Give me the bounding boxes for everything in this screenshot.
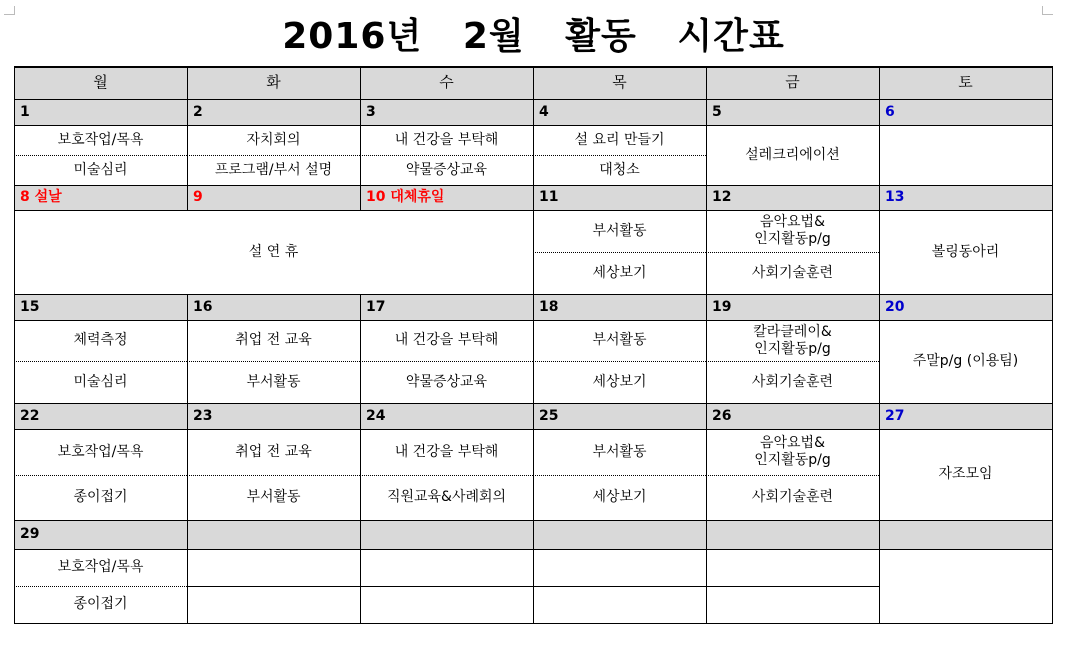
date-number: 24	[360, 403, 533, 429]
grid-line	[706, 185, 707, 210]
date-number: 17	[360, 294, 533, 320]
grid-line	[706, 586, 879, 587]
activity-cell: 자조모임	[938, 466, 993, 482]
dotted-separator	[360, 475, 533, 476]
date-number: 1	[14, 99, 187, 125]
dotted-separator	[706, 361, 879, 362]
activity-cell: 미술심리	[73, 373, 128, 390]
grid-line	[187, 403, 188, 429]
activity-cell: 체력측정	[73, 332, 128, 348]
date-number: 13	[879, 185, 1052, 210]
dotted-separator	[360, 155, 533, 156]
page-title: 2016년 2월 활동 시간표	[282, 16, 785, 57]
grid-line	[533, 294, 534, 320]
activity-cell: 약물증상교육	[405, 161, 488, 178]
activity-cell: 내 건강을 부탁해	[394, 332, 499, 348]
date-number: 22	[14, 403, 187, 429]
dotted-separator	[187, 361, 360, 362]
activity-cell: 직원교육&사례회의	[386, 489, 507, 505]
grid-line	[360, 403, 361, 429]
grid-line	[879, 403, 880, 429]
day-header: 월	[14, 66, 187, 99]
dotted-separator	[14, 155, 187, 156]
date-number: 12	[706, 185, 879, 210]
date-number	[879, 520, 1052, 549]
dotted-separator	[533, 475, 706, 476]
date-number: 4	[533, 99, 706, 125]
activity-cell: 보호작업/목욕	[57, 559, 144, 575]
activity-cell: 음악요법& 인지활동p/g	[754, 214, 831, 247]
date-number: 15	[14, 294, 187, 320]
activity-cell: 칼라클레이& 인지활동p/g	[753, 323, 832, 357]
date-number	[360, 520, 533, 549]
activity-cell: 주말p/g (이용팀)	[912, 353, 1019, 369]
activity-cell: 볼링동아리	[931, 243, 1000, 260]
activity-cell: 세상보기	[592, 489, 647, 505]
date-number	[187, 520, 360, 549]
page-corner-mark-left	[4, 6, 15, 15]
day-header: 목	[533, 66, 706, 99]
grid-line	[360, 520, 361, 549]
grid-line	[187, 520, 188, 549]
activity-cell: 세상보기	[592, 264, 647, 281]
date-number: 2	[187, 99, 360, 125]
date-number: 27	[879, 403, 1052, 429]
activity-cell: 음악요법& 인지활동p/g	[754, 435, 831, 468]
grid-line	[360, 294, 361, 320]
date-number: 3	[360, 99, 533, 125]
grid-line	[533, 403, 534, 429]
date-number: 19	[706, 294, 879, 320]
activity-cell: 설레크리에이션	[745, 146, 840, 163]
activity-cell: 보호작업/목욕	[57, 443, 144, 460]
date-number: 18	[533, 294, 706, 320]
activity-cell: 부서활동	[592, 222, 647, 239]
grid-line	[879, 429, 880, 520]
grid-line	[879, 294, 880, 320]
date-number: 11	[533, 185, 706, 210]
grid-line	[187, 185, 188, 210]
activity-cell: 취업 전 교육	[235, 332, 312, 348]
grid-line	[187, 66, 188, 99]
dotted-separator	[14, 586, 187, 587]
dotted-separator	[360, 361, 533, 362]
holiday-block: 설 연 휴	[248, 243, 299, 260]
activity-cell: 보호작업/목욕	[57, 131, 144, 148]
dotted-separator	[706, 252, 879, 253]
date-number: 16	[187, 294, 360, 320]
grid-line	[533, 66, 534, 99]
grid-line	[187, 294, 188, 320]
dotted-separator	[14, 475, 187, 476]
date-number: 29	[14, 520, 187, 549]
day-header: 화	[187, 66, 360, 99]
date-number: 10 대체휴일	[360, 185, 533, 210]
date-number	[706, 520, 879, 549]
activity-cell: 미술심리	[73, 161, 128, 178]
grid-line	[879, 520, 880, 549]
grid-line	[533, 185, 534, 210]
grid-line	[879, 320, 880, 403]
activity-cell: 설 요리 만들기	[574, 131, 665, 148]
grid-line	[360, 99, 361, 125]
date-number: 6	[879, 99, 1052, 125]
day-header: 금	[706, 66, 879, 99]
grid-line	[879, 210, 880, 294]
grid-line	[879, 99, 880, 125]
grid-line	[533, 520, 534, 549]
activity-cell: 사회기술훈련	[751, 264, 834, 281]
activity-cell: 사회기술훈련	[751, 489, 834, 505]
dotted-separator	[533, 252, 706, 253]
dotted-separator	[706, 475, 879, 476]
activity-cell: 종이접기	[73, 489, 128, 505]
table-border-bottom	[14, 623, 1053, 624]
date-number: 25	[533, 403, 706, 429]
activity-cell: 내 건강을 부탁해	[394, 131, 499, 148]
activity-cell: 약물증상교육	[405, 373, 488, 390]
grid-line	[706, 66, 707, 99]
dotted-separator	[187, 155, 360, 156]
grid-line	[706, 403, 707, 429]
page-corner-mark-right	[1042, 6, 1053, 15]
activity-cell: 사회기술훈련	[751, 373, 834, 390]
activity-cell: 부서활동	[592, 332, 647, 348]
date-number: 5	[706, 99, 879, 125]
date-number: 23	[187, 403, 360, 429]
date-number: 20	[879, 294, 1052, 320]
grid-line	[187, 586, 360, 587]
grid-line	[706, 99, 707, 125]
grid-line	[706, 125, 707, 185]
date-number: 26	[706, 403, 879, 429]
calendar-table	[14, 66, 1053, 623]
grid-line	[187, 99, 188, 125]
date-number: 9	[187, 185, 360, 210]
dotted-separator	[14, 361, 187, 362]
activity-cell: 부서활동	[592, 443, 647, 460]
dotted-separator	[533, 361, 706, 362]
dotted-separator	[187, 475, 360, 476]
activity-cell: 부서활동	[246, 489, 301, 505]
activity-cell: 종이접기	[73, 596, 128, 612]
activity-cell: 세상보기	[592, 373, 647, 390]
grid-line	[879, 66, 880, 99]
table-border-left	[14, 66, 15, 623]
grid-line	[879, 185, 880, 210]
grid-line	[879, 549, 880, 623]
activity-cell: 대청소	[599, 161, 640, 178]
grid-line	[533, 586, 706, 587]
grid-line	[706, 520, 707, 549]
activity-cell: 내 건강을 부탁해	[394, 443, 499, 460]
activity-cell: 자치회의	[246, 131, 301, 148]
dotted-separator	[533, 155, 706, 156]
activity-cell: 부서활동	[246, 373, 301, 390]
grid-line	[879, 125, 880, 185]
date-number	[533, 520, 706, 549]
table-border-right	[1052, 66, 1053, 623]
grid-line	[360, 185, 361, 210]
activity-cell: 취업 전 교육	[235, 443, 312, 460]
activity-cell: 프로그램/부서 설명	[214, 161, 333, 178]
grid-line	[706, 294, 707, 320]
grid-line	[360, 66, 361, 99]
activity-cell	[879, 125, 1052, 185]
day-header: 수	[360, 66, 533, 99]
date-number: 8 설날	[14, 185, 187, 210]
day-header: 토	[879, 66, 1052, 99]
grid-line	[360, 586, 533, 587]
grid-line	[533, 99, 534, 125]
